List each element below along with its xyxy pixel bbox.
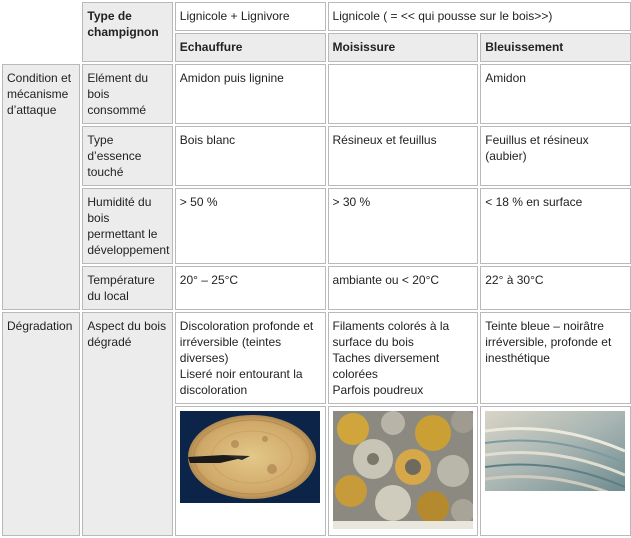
blue-stain-wood-image <box>485 411 625 491</box>
col-header-echauffure: Echauffure <box>175 33 326 62</box>
row-label: Elément du bois consommé <box>82 64 172 124</box>
cell: Feuillus et résineux (aubier) <box>480 126 631 186</box>
cell: Bois blanc <box>175 126 326 186</box>
cell: Résineux et feuillus <box>328 126 479 186</box>
cell: ambiante ou < 20°C <box>328 266 479 310</box>
row-label: Humidité du bois permettant le développement <box>82 188 172 264</box>
cell: Amidon <box>480 64 631 124</box>
group-b-header: Lignicole ( = << qui pousse sur le bois>>) <box>328 2 631 31</box>
section-condition: Condition et mécanisme d’attaque <box>2 64 80 310</box>
group-a-header: Lignicole + Lignivore <box>175 2 326 31</box>
cell: > 30 % <box>328 188 479 264</box>
cell: Filaments colorés à la surface du bois Taches diversement colorées Parfois poudreux <box>328 312 479 404</box>
corner-cell <box>2 2 80 31</box>
section-degradation: Dégradation <box>2 312 80 536</box>
type-header: Type de champignon <box>82 2 172 62</box>
cell: Amidon puis lignine <box>175 64 326 124</box>
row-label: Température du local <box>82 266 172 310</box>
row-label: Aspect du bois dégradé <box>82 312 172 536</box>
cell: Discoloration profonde et irréversible (teintes diverses) Liseré noir entourant la discoloration <box>175 312 326 404</box>
cell <box>328 64 479 124</box>
cell: > 50 % <box>175 188 326 264</box>
mold-lichen-image <box>333 411 473 529</box>
cell: 20° – 25°C <box>175 266 326 310</box>
image-cell <box>175 406 326 536</box>
col-header-bleuissement: Bleuissement <box>480 33 631 62</box>
row-label: Type d’essence touché <box>82 126 172 186</box>
image-cell <box>480 406 631 536</box>
cell: < 18 % en surface <box>480 188 631 264</box>
col-header-moisissure: Moisissure <box>328 33 479 62</box>
cell: 22° à 30°C <box>480 266 631 310</box>
cell: Teinte bleue – noirâtre irréversible, profonde et inesthétique <box>480 312 631 404</box>
wood-cross-section-image <box>180 411 320 503</box>
corner-cell-2 <box>2 33 80 62</box>
image-cell <box>328 406 479 536</box>
